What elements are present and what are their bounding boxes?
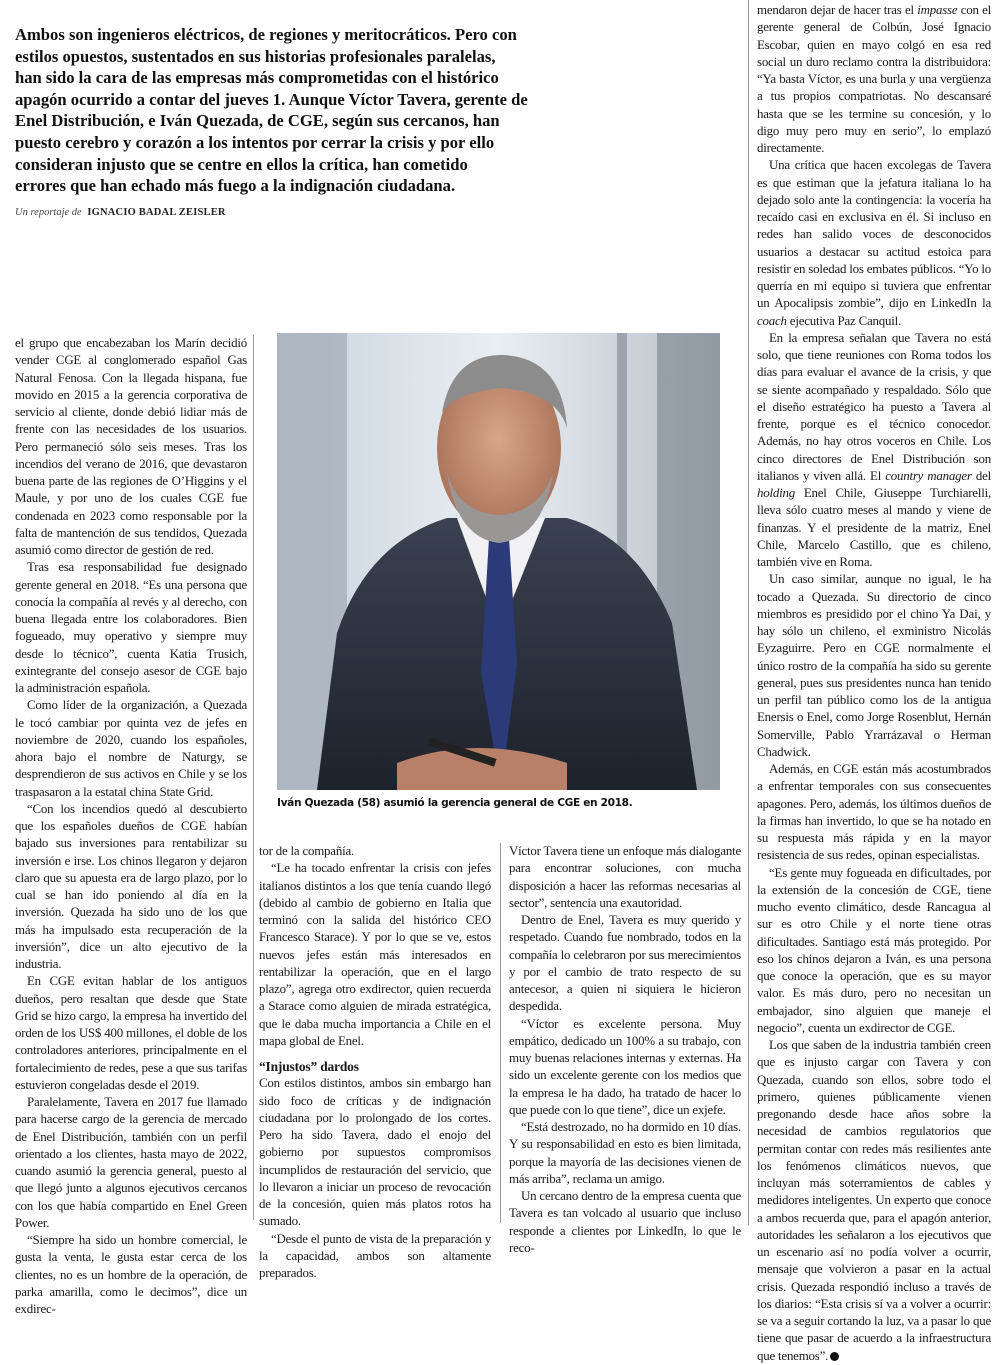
text-run: “Víctor es excelente persona. Muy empático, dedicado un 100% a su trabajo, con muy buenas relaciones internas y externas. Ha sido un excelente gerente con los medios que la empresa le ha dado, ha tratado de hacer lo que puede con lo que tiene”, dice un exjefe.	[509, 1016, 741, 1117]
italic-term: impasse	[917, 3, 958, 17]
paragraph	[15, 1094, 247, 1232]
text-run: “Desde el punto de vista de la preparación y la capacidad, ambos son altamente preparados.	[259, 1231, 491, 1280]
text-run: Tras esa responsabilidad fue designado gerente general en 2018. “Es una persona que conocía la compañía al revés y al derecho, con buena llegada entre los colaboradores. Bien fogueado, muy operativo y siempre muy desde lo técnico”, cuenta Katia Trusich, exintegrante del consejo asesor de CGE bajo la administración española.	[15, 560, 247, 695]
paragraph	[15, 335, 247, 559]
paragraph	[757, 865, 991, 1038]
lead-line: apagón ocurrido a contar del jueves 1. Aunque Víctor Tavera, gerente de	[15, 89, 528, 109]
paragraph	[757, 761, 991, 865]
paragraph	[15, 801, 247, 974]
lead-line: Ambos son ingenieros eléctricos, de regiones y meritocráticos. Pero con	[15, 25, 517, 44]
photo-caption: Iván Quezada (58) asumió la gerencia general de CGE en 2018.	[277, 797, 633, 809]
paragraph	[15, 973, 247, 1094]
paragraph	[757, 2, 991, 157]
text-run: Un caso similar, aunque no igual, le ha tocado a Quezada. Su directorio de cinco miembros es presidido por el chino Ya Dai, y hay sólo un chileno, el exministro Nicolás Eyzaguirre. Pero en CGE normalmente el único rostro de la compañía ha sido su gerente general, pues sus presidentes nunca han tenido un perfil tan público como los de la antigua Enersis o Enel, como Jorge Rosenblut, Hernán Somerville, Pablo Yrarrázaval o Herman Chadwick.	[757, 572, 991, 759]
paragraph	[509, 843, 741, 912]
text-run: “Es gente muy fogueada en dificultades, por la extensión de la concesión de CGE, tiene mucho evento climático, desde Rancagua al sur es otro Chile y el norte tiene otras dificultades. Santiago está más protegido. Por eso los chinos dejaron a Iván, es una persona que conoce la operación, que es su mayor valor. Es más duro, pero no necesitan un embajador, sino alguien que maneje el negocio”, cuenta un exdirector de CGE.	[757, 865, 991, 1035]
paragraph	[757, 1037, 991, 1365]
byline	[15, 207, 226, 218]
paragraph	[259, 1075, 491, 1230]
end-of-article-icon	[830, 1352, 839, 1361]
text-run: En CGE evitan hablar de los antiguos dueños, pero resaltan que desde que State Grid se hizo cargo, la empresa ha invertido del orden de los US$ 400 millones, el doble de los controladores anteriores, principalmente en el fortalecimiento de redes, pese a que sus tarifas estuvieron congeladas desde el 2019.	[15, 974, 247, 1092]
article-column-4	[757, 2, 991, 1365]
text-run: “Le ha tocado enfrentar la crisis con jefes italianos distintos a los que tenía cuando llegó (debido al cambio de gobierno en Italia que terminó con la salida del histórico CEO Francesco Starace). Y por lo que se ve, estos nuevos jefes están más interesados en rentabilizar la operación, que en el largo plazo”, agrega otro exdirector, quien recuerda a Starace como alguien de mirada estratégica, que le daba mucha importancia a Chile en el mapa global de Enel.	[259, 861, 491, 1048]
paragraph	[757, 157, 991, 330]
italic-term: country manager	[885, 468, 972, 483]
byline-prefix: Un reportaje de	[15, 207, 82, 218]
portrait-photo-image	[277, 333, 720, 790]
column-divider	[748, 0, 749, 1225]
portrait-photo	[277, 333, 720, 790]
text-run: el grupo que encabezaban los Marín decidió vender CGE al conglomerado español Gas Natural Fenosa. Con la llegada hispana, fue movido en 2015 a la gerencia corporativa de servicio al cliente, donde debió lidiar más de frente con las necesidades de los usuarios. Pero permaneció sólo seis meses. Tras los incendios del verano de 2016, que devastaron buena parte de las regiones de O’Higgins y el Maule, y por uno de los cuales CGE fue condenada en 2023 como responsable por la falta de mantención de sus tendidos, Quezada asumió como director de gestión de red.	[15, 336, 247, 557]
text-run: “Está destrozado, no ha dormido en 10 días. Y su responsabilidad en esto es bien limitada, porque la mayoría de las decisiones vienen de más arriba”, reclama un amigo.	[509, 1120, 741, 1186]
paragraph	[259, 860, 491, 1050]
paragraph	[509, 912, 741, 1016]
text-run: ejecutiva Paz Canquil.	[786, 313, 902, 328]
text-run: Como líder de la organización, a Quezada le tocó cambiar por quinta vez de jefes en noviembre de 2020, cuando los españoles, ahora bajo el nombre de Naturgy, se desprendieron de sus activos en Chile y se los traspasaron a la estatal china State Grid.	[15, 698, 247, 799]
text-run: Paralelamente, Tavera en 2017 fue llamado para hacerse cargo de la gerencia de mercado de Enel Distribución, también con un perfil orientado a los clientes, hasta mayo de 2022, cuando asumió la gerencia general, puesto al que llegó junto a algunos ejecutivos cercanos con los que había compartido en Enel Green Power.	[15, 1095, 247, 1230]
article-column-2	[259, 843, 491, 1282]
italic-term: holding	[757, 486, 795, 500]
lead-line: estilos opuestos, sustentados en sus historias profesionales paralelas,	[15, 46, 496, 66]
text-run: Dentro de Enel, Tavera es muy querido y respetado. Cuando fue nombrado, todos en la compañía lo celebraron por sus merecimientos y por el cambio de trato respecto de su antecesor, a quien ni siquiera le hicieron despedida.	[509, 913, 741, 1014]
italic-term: coach	[757, 313, 787, 328]
paragraph	[259, 1231, 491, 1283]
article-lead	[15, 24, 750, 197]
text-run: Con estilos distintos, ambos sin embargo han sido foco de críticas y de indignación ciudadana por lo prolongado de los cortes. Pero ha sido Tavera, dado el enojo del gobierno por supuestos compromisos incumplidos de restauración del servicio, que lo llevaron a iniciar un proceso de revocación de la concesión, quien más platos rotos ha sumado.	[259, 1076, 491, 1229]
paragraph	[509, 1188, 741, 1257]
text-run: Un cercano dentro de la empresa cuenta que Tavera es tan volcado al usuario que incluso responde a clientes por LinkedIn, lo que le reco-	[509, 1189, 741, 1255]
text-run: En la empresa señalan que Tavera no está solo, que tiene reuniones con Roma todos los días para evaluar el avance de la crisis, y que se siente acompañado y respaldado. Sólo que el diseño estratégico ha puesto a Tavera al frente, porque es el técnico conocedor. Además, no hay otros voceros en Chile. Los cinco directores de Enel Distribución son italianos y viven allá. El	[757, 330, 991, 483]
paragraph	[757, 571, 991, 761]
text-run: con el gerente general de Colbún, José Ignacio Escobar, quien en mayo colgó en esa red social un duro reclamo contra la distribuidora: “Ya basta Víctor, es una burla y una vergüenza a tus propios compatriotas. No descansaré hasta que se les termine su concesión, y lo digo muy pero muy en serio”, lo emplazó directamente.	[757, 3, 991, 155]
column-divider	[253, 335, 254, 1220]
paragraph	[15, 559, 247, 697]
text-run: mendaron dejar de hacer tras el	[757, 3, 918, 17]
article-column-3	[509, 843, 741, 1257]
lead-line: puesto cerebro y corazón a los intentos por cerrar la crisis y por ello	[15, 132, 495, 152]
paragraph	[509, 1016, 741, 1120]
text-run: “Con los incendios quedó al descubierto que los españoles dueños de CGE habían bajado sus inversiones para rentabilizar su inversión e irse. Los chinos llegaron y dejaron claro que su apuesta era de largo plazo, por lo cual se han ido poniendo al día en la inversión. Quezada ha sido uno de los que más ha impulsado esta recuperación de la inversión”, dice un alto ejecutivo de la industria.	[15, 801, 247, 971]
text-run: del	[971, 468, 992, 483]
byline-author: IGNACIO BADAL ZEISLER	[87, 207, 226, 218]
text-run: Víctor Tavera tiene un enfoque más dialogante para encontrar soluciones, con mucha disposición a hacer las reformas necesarias al sector”, sentencia una exautoridad.	[509, 844, 741, 910]
paragraph	[757, 330, 991, 572]
text-run: tor de la compañía.	[259, 844, 354, 858]
lead-line: Enel Distribución, e Iván Quezada, de CGE, según sus cercanos, han	[15, 111, 500, 131]
text-run: Una crítica que hacen excolegas de Tavera es que estiman que la jefatura italiana lo ha dejado solo ante la contingencia: la vocería ha recaído casi en exclusiva en él. Si incluso en redes han salido voces de desconocidos usuarios a destacar su actitud estoica para resistir en soledad los embates públicos. “Yo lo querría en mi equipo si tuviera que enfrentar un Apocalipsis zombie”, dijo en LinkedIn la	[757, 158, 991, 311]
paragraph	[15, 1232, 247, 1318]
text-run: Los que saben de la industria también creen que es injusto cargar con Tavera y con Quezada, cuando son ellos, sobre todo el primero, quienes públicamente vienen pregonando desde hace años sobre la necesidad de cambios regulatorios que permitan contar con redes más resilientes ante los fenómenos climáticos nuevos, que incluyan más soterramientos de cables y medidores inteligentes. Un experto que conoce a ambos recuerda que, para el apagón anterior, autoridades les señalaron a los ejecutivos que un escenario así no podía volver a ocurrir, mensaje que volvieron a pasar en la actual crisis. Quezada respondió incluso a través de los diarios: “Esta crisis sí va a volver a ocurrir: se va a seguir cortando la luz, va a pasar lo que tiene que pasar de acuerdo a la infraestructura que tenemos”.	[757, 1038, 991, 1363]
lead-line: han sido la cara de las empresas más comprometidas con el histórico	[15, 68, 499, 88]
subheading: “Injustos” dardos	[259, 1059, 359, 1074]
paragraph	[509, 1119, 741, 1188]
text-run: “Siempre ha sido un hombre comercial, le gusta la venta, le gusta estar cerca de los clientes, no es un hombre de la operación, de parka amarilla, como le decimos”, dice un exdirec-	[15, 1233, 247, 1316]
text-run: Además, en CGE están más acostumbrados a enfrentar temporales con sus consecuentes apagones. Pero, además, los últimos dueños de la firmas han invertido, lo que se ha notado en su respuesta más rápida y en la mayor resistencia de sus redes, opinan especialistas.	[757, 762, 991, 863]
text-run: Enel Chile, Giuseppe Turchiarelli, lleva sólo cuatro meses al mando y viene de finanzas. Y el presidente de la matriz, Enel Chile, Marcelo Castillo, que es chileno, también vive en Roma.	[757, 486, 991, 569]
lead-line: consideran injusto que se centre en ellos la crítica, han cometido	[15, 154, 468, 174]
column-divider	[500, 843, 501, 1223]
paragraph	[259, 843, 491, 860]
paragraph	[15, 697, 247, 801]
lead-line: errores que han echado más fuego a la indignación ciudadana.	[15, 176, 456, 196]
article-column-1	[15, 335, 247, 1318]
